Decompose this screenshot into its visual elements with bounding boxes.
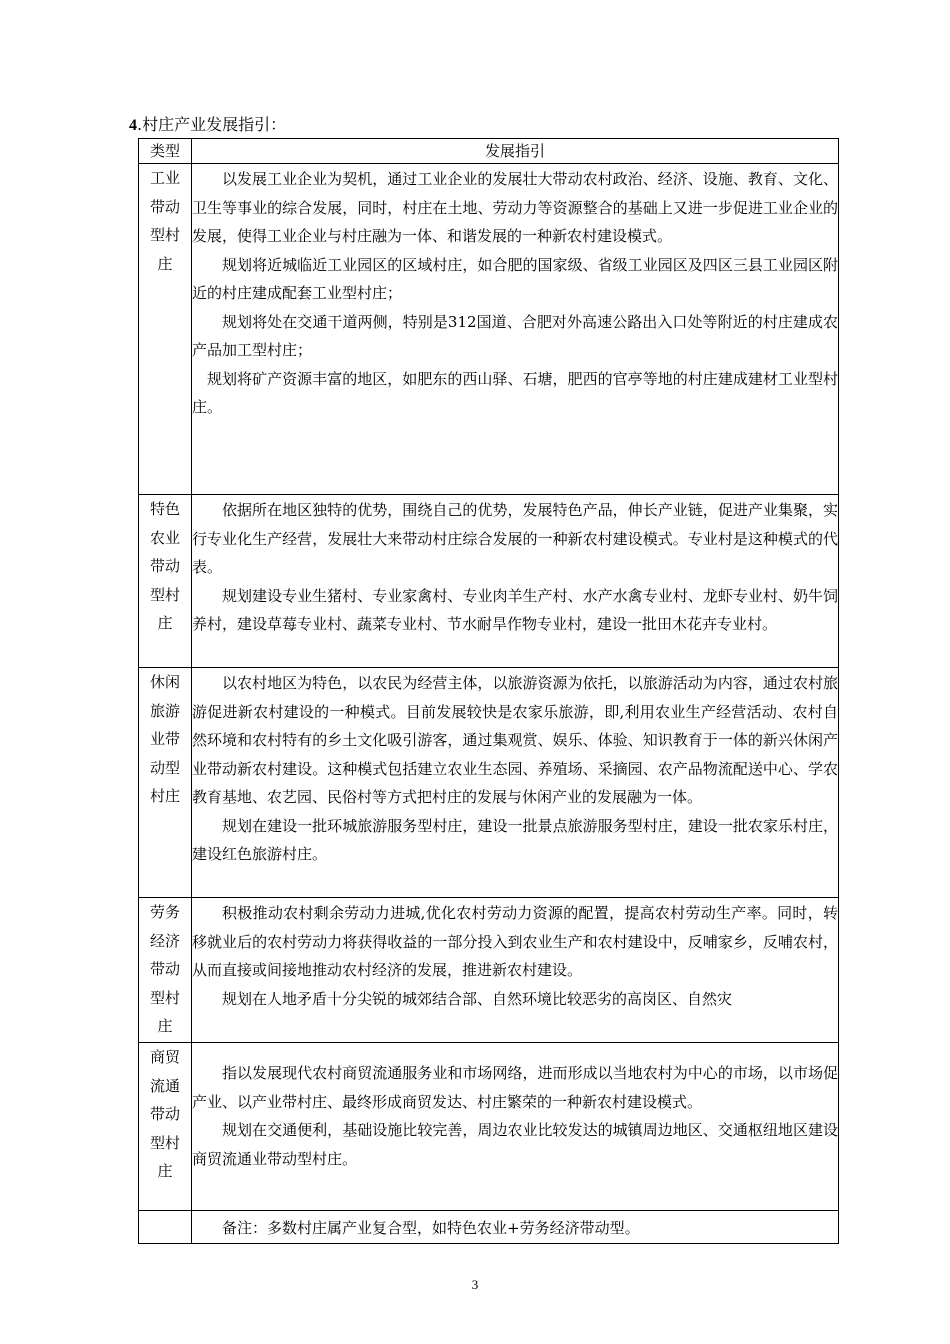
guide-paragraph: 积极推动农村剩余劳动力进城,优化农村劳动力资源的配置，提高农村劳动生产率。同时，转移就业后的农村劳动力将获得收益的一部分投入到农业生产和农村建设中，反哺家乡，反哺农村，从而直接或间接地推动农村经济的发展，推进新农村建设。	[192, 904, 838, 979]
guide-paragraph: 指以发展现代农村商贸流通服务业和市场网络，进而形成以当地农村为中心的市场，以市场促产业、以产业带村庄、最终形成商贸发达、村庄繁荣的一种新农村建设模式。	[192, 1064, 838, 1111]
guide-paragraph: 规划将处在交通干道两侧，特别是312国道、合肥对外高速公路出入口处等附近的村庄建成农产品加工型村庄；	[192, 312, 838, 359]
row-type-label: 工业带动型村庄	[149, 169, 180, 273]
guide-paragraph: 规划将近城临近工业园区的区域村庄，如合肥的国家级、省级工业园区及四区三县工业园区附近的村庄建成配套工业型村庄；	[192, 255, 838, 302]
row-type	[139, 668, 192, 898]
guide-paragraph: 以农村地区为特色，以农民为经营主体，以旅游资源为依托，以旅游活动为内容，通过农村旅游促进新农村建设的一种模式。目前发展较快是农家乐旅游，即,利用农业生产经营活动、农村自然环境和农村特有的乡土文化吸引游客，通过集观赏、娱乐、体验、知识教育于一体的新兴休闲产业带动新农村建设。这种模式包括建立农业生态园、养殖场、采摘园、农产品物流配送中心、学农教育基地、农艺园、民俗村等方式把村庄的发展与休闲产业的发展融为一体。	[192, 674, 838, 806]
row-guide	[192, 1043, 839, 1211]
guide-paragraph: 规划在交通便利，基础设施比较完善，周边农业比较发达的城镇周边地区、交通枢纽地区建设商贸流通业带动型村庄。	[192, 1121, 838, 1168]
section-number: 4	[129, 117, 137, 134]
row-type	[139, 495, 192, 668]
table-row	[139, 1043, 839, 1211]
row-type	[139, 898, 192, 1043]
row-type-label: 劳务经济带动型村庄	[149, 903, 180, 1035]
section-title: .村庄产业发展指引：	[137, 115, 287, 134]
guide-paragraph: 以发展工业企业为契机，通过工业企业的发展壮大带动农村政治、经济、设施、教育、文化、卫生等事业的综合发展，同时，村庄在土地、劳动力等资源整合的基础上又进一步促进工业企业的发展，使得工业企业与村庄融为一体、和谐发展的一种新农村建设模式。	[192, 170, 838, 245]
guide-paragraph: 规划建设专业生猪村、专业家禽村、专业肉羊生产村、水产水禽专业村、龙虾专业村、奶牛饲养村，建设草莓专业村、蔬菜专业村、节水耐旱作物专业村，建设一批田木花卉专业村。	[192, 586, 838, 633]
row-type	[139, 1211, 192, 1244]
row-guide	[192, 668, 839, 898]
row-guide	[192, 898, 839, 1043]
header-guide: 发展指引	[192, 139, 839, 164]
row-guide	[192, 495, 839, 668]
table-header-row	[139, 139, 839, 164]
row-type-label: 特色农业带动型村庄	[149, 500, 180, 632]
table-row	[139, 164, 839, 495]
row-type-label: 商贸流通带动型村庄	[149, 1048, 180, 1180]
guide-paragraph: 规划在人地矛盾十分尖锐的城郊结合部、自然环境比较恶劣的高岗区、自然灾	[222, 989, 733, 1008]
row-guide	[192, 164, 839, 495]
guide-paragraph: 规划将矿产资源丰富的地区，如肥东的西山驿、石塘，肥西的官亭等地的村庄建成建材工业型村庄。	[192, 369, 838, 416]
section-heading	[129, 114, 286, 137]
row-type	[139, 1043, 192, 1211]
table-row	[139, 1211, 839, 1244]
page-number: 3	[471, 1277, 479, 1292]
row-type	[139, 164, 192, 495]
guide-paragraph: 依据所在地区独特的优势，围绕自己的优势，发展特色产品，伸长产业链，促进产业集聚，实行专业化生产经营，发展壮大来带动村庄综合发展的一种新农村建设模式。专业村是这种模式的代表。	[192, 501, 838, 576]
industry-guide-table	[138, 138, 839, 1244]
table-row	[139, 495, 839, 668]
header-type: 类型	[139, 139, 192, 164]
table-row	[139, 898, 839, 1043]
note-paragraph: 备注：多数村庄属产业复合型，如特色农业+劳务经济带动型。	[222, 1219, 640, 1237]
row-guide	[192, 1211, 839, 1244]
table-row	[139, 668, 839, 898]
guide-paragraph: 规划在建设一批环城旅游服务型村庄，建设一批景点旅游服务型村庄，建设一批农家乐村庄，建设红色旅游村庄。	[192, 816, 838, 863]
row-type-label: 休闲旅游业带动型村庄	[149, 673, 180, 805]
